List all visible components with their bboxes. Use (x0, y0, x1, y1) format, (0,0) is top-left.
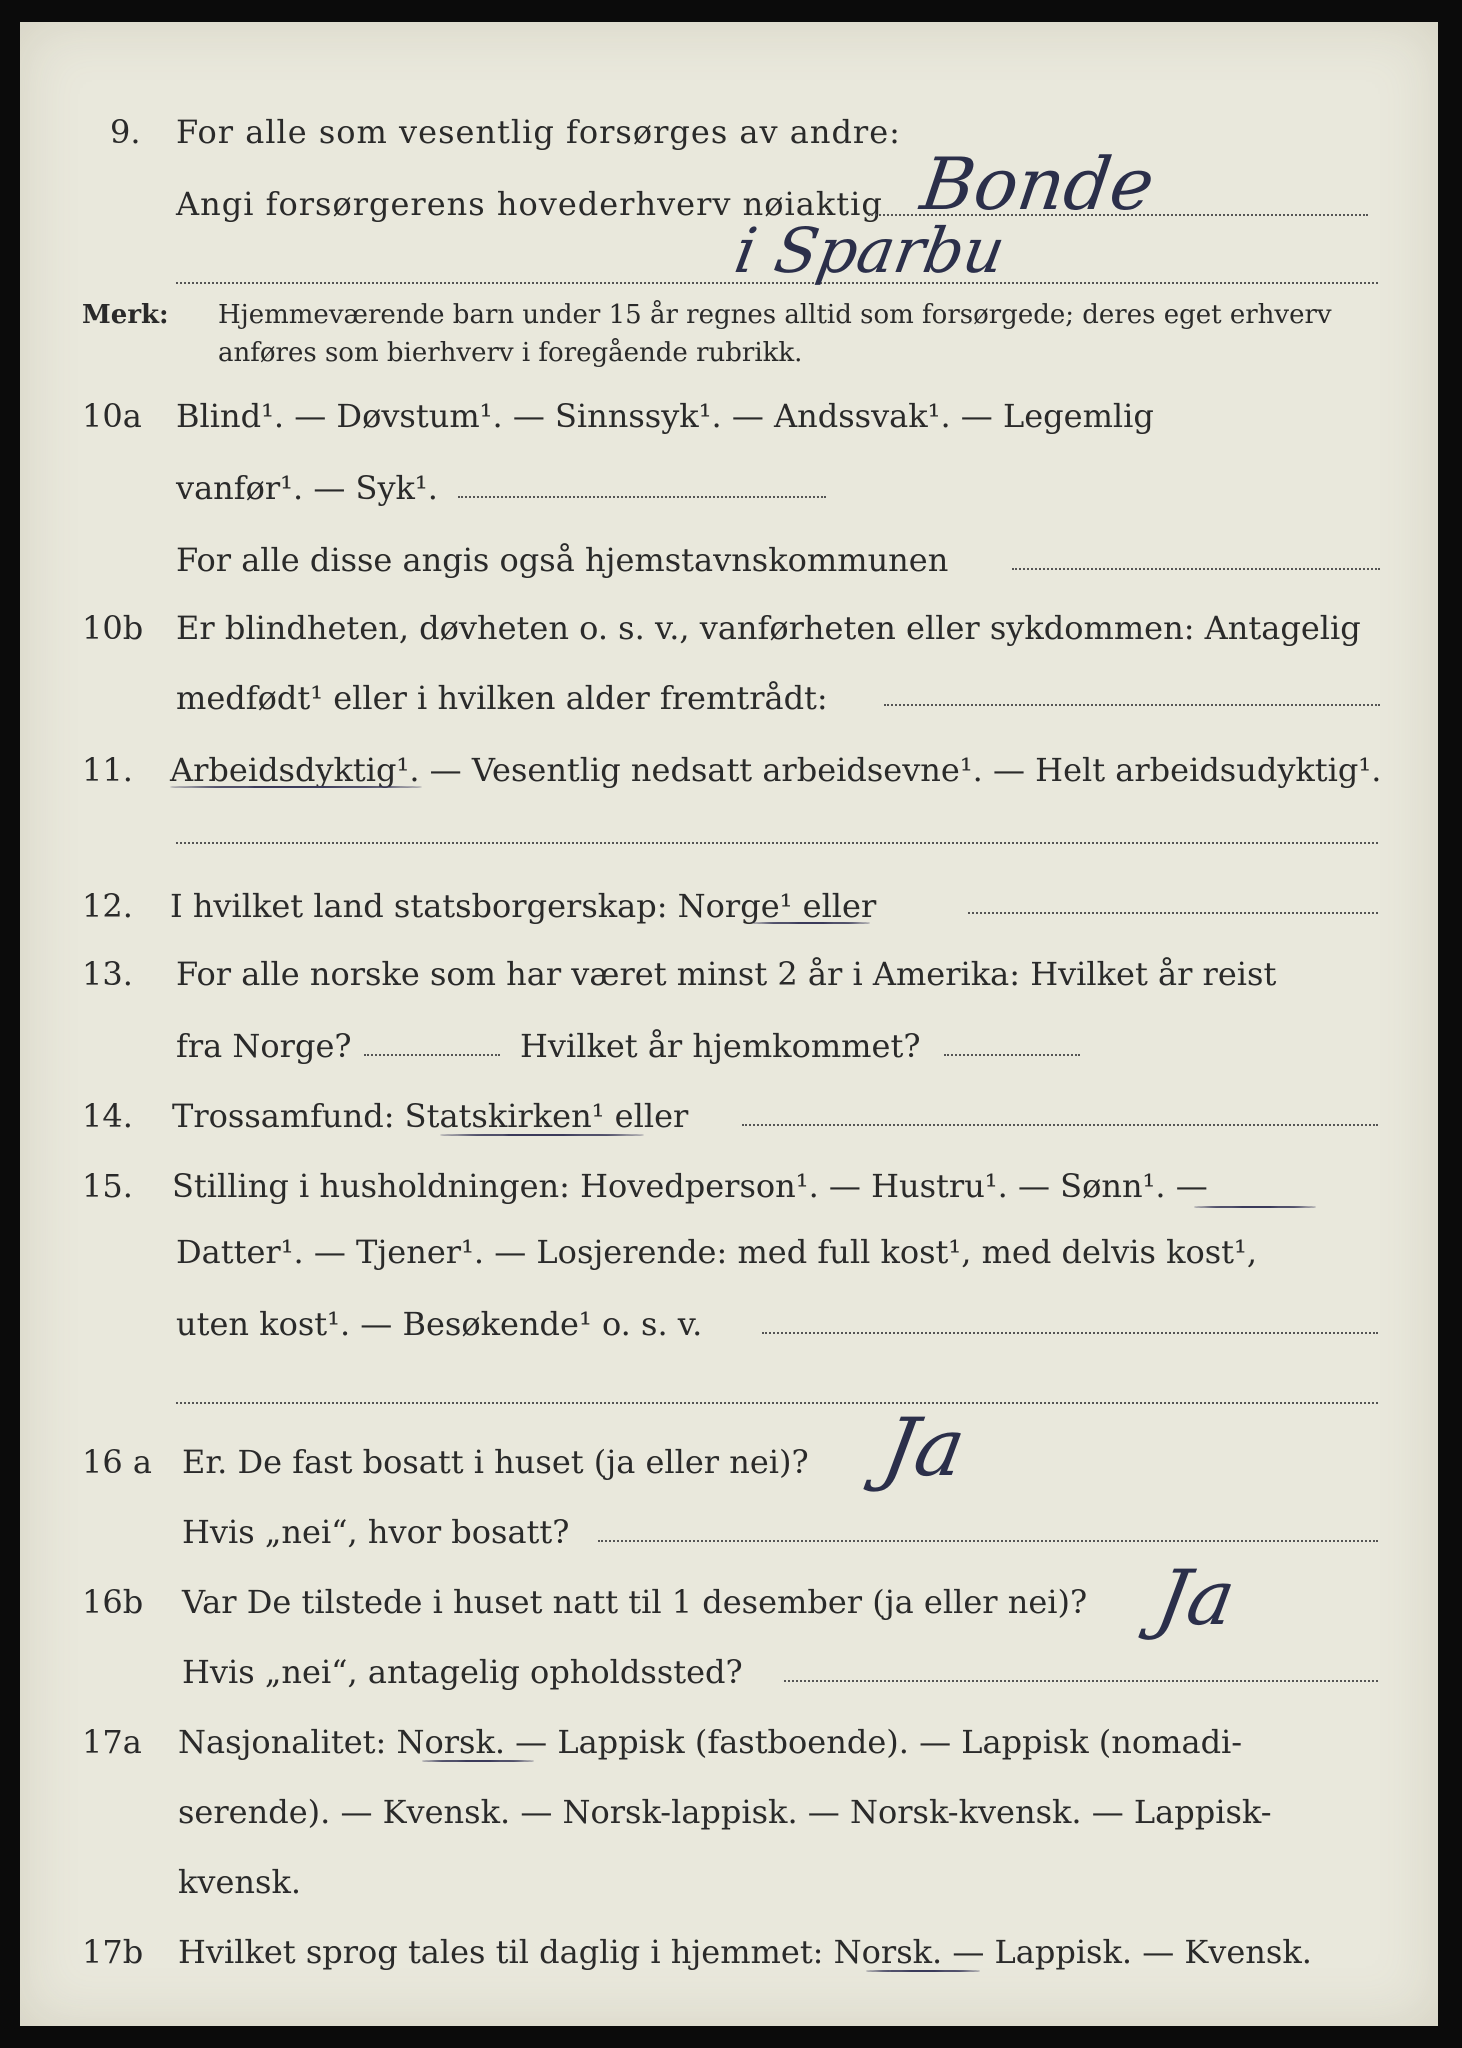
q16a-handwritten-answer: Ja (875, 1401, 973, 1494)
note-line2: anføres som bierhverv i foregående rubrikk. (218, 338, 803, 368)
q10a-line2: vanfør¹. — Syk¹. (176, 469, 438, 507)
q15-marked-underline (1194, 1206, 1316, 1208)
q11-marked-underline (170, 786, 422, 788)
q13-line3: Hvilket år hjemkommet? (520, 1027, 921, 1065)
q16b-line1: Var De tilstede i huset natt til 1 desember (ja eller nei)? (182, 1583, 1088, 1621)
q10a-home-municipality-line[interactable] (1012, 568, 1380, 570)
q10a-line3: For alle disse angis også hjemstavnskommunen (176, 541, 949, 579)
q9-handwritten-place: i Sparbu (729, 214, 1011, 287)
q16b-handwritten-answer: Ja (1150, 1553, 1242, 1642)
q17a-line3: kvensk. (178, 1863, 301, 1901)
q12-number: 12. (82, 887, 133, 925)
note-line1: Hjemmeværende barn under 15 år regnes alltid som forsørgede; deres eget erhverv (218, 300, 1332, 330)
q17a-marked-underline (422, 1760, 534, 1762)
q9-number: 9. (110, 113, 141, 151)
q12-answer-line[interactable] (968, 912, 1378, 914)
q16b-line2: Hvis „nei“, antagelig opholdssted? (182, 1653, 743, 1691)
q15-line2: Datter¹. — Tjener¹. — Losjerende: med full kost¹, med delvis kost¹, (176, 1233, 1258, 1271)
q9-line2: Angi forsørgerens hovederhverv nøiaktig (176, 185, 883, 223)
q12-marked-underline (752, 922, 870, 924)
q16a-number: 16 a (82, 1443, 152, 1481)
note-label: Merk: (82, 300, 169, 330)
q10a-number: 10a (82, 397, 142, 435)
q17a-line1: Nasjonalitet: Norsk. — Lappisk (fastboende). — Lappisk (nomadi- (178, 1723, 1243, 1761)
q17b-marked-underline (866, 1970, 980, 1972)
q14-answer-line[interactable] (742, 1124, 1378, 1126)
q15-number: 15. (82, 1167, 133, 1205)
q13-emigration-year-line[interactable] (364, 1054, 500, 1056)
q17a-line2: serende). — Kvensk. — Norsk-lappisk. — Norsk-kvensk. — Lappisk- (178, 1793, 1272, 1831)
q14-line1: Trossamfund: Statskirken¹ eller (172, 1097, 689, 1135)
q13-return-year-line[interactable] (944, 1054, 1080, 1056)
q13-line2: fra Norge? (176, 1027, 352, 1065)
q16b-whereabouts-line[interactable] (784, 1680, 1378, 1682)
q16a-line2: Hvis „nei“, hvor bosatt? (182, 1513, 570, 1551)
q15-answer-line2[interactable] (176, 1402, 1378, 1404)
q12-line1: I hvilket land statsborgerskap: Norge¹ eller (170, 887, 877, 925)
q10b-line2: medfødt¹ eller i hvilken alder fremtrådt: (176, 679, 828, 717)
q9-line1: For alle som vesentlig forsørges av andre: (176, 113, 901, 151)
q10b-line1: Er blindheten, døvheten o. s. v., vanførheten eller sykdommen: Antagelig (176, 609, 1361, 647)
q10b-number: 10b (82, 609, 144, 647)
q10a-answer-line[interactable] (458, 496, 826, 498)
q15-line1: Stilling i husholdningen: Hovedperson¹. — Hustru¹. — Sønn¹. — (172, 1167, 1208, 1205)
q16a-line1: Er. De fast bosatt i huset (ja eller nei)? (182, 1443, 809, 1481)
q9-handwritten-occupation: Bonde (916, 142, 1160, 226)
q16b-number: 16b (82, 1583, 144, 1621)
q15-line3: uten kost¹. — Besøkende¹ o. s. v. (176, 1305, 703, 1343)
q16a-residence-line[interactable] (598, 1540, 1378, 1542)
q10b-answer-line[interactable] (884, 704, 1380, 706)
q11-answer-line[interactable] (176, 842, 1378, 844)
q11-line1: Arbeidsdyktig¹. — Vesentlig nedsatt arbeidsevne¹. — Helt arbeidsudyktig¹. (170, 751, 1382, 789)
q10a-line1: Blind¹. — Døvstum¹. — Sinnssyk¹. — Andssvak¹. — Legemlig (176, 397, 1154, 435)
q13-line1: For alle norske som har været minst 2 år i Amerika: Hvilket år reist (176, 955, 1277, 993)
q17b-number: 17b (82, 1933, 144, 1971)
q13-number: 13. (82, 955, 133, 993)
q15-answer-line1[interactable] (762, 1332, 1378, 1334)
q17b-line1: Hvilket sprog tales til daglig i hjemmet: Norsk. — Lappisk. — Kvensk. (178, 1933, 1312, 1971)
q14-marked-underline (440, 1134, 644, 1136)
q14-number: 14. (82, 1097, 133, 1135)
q17a-number: 17a (82, 1723, 142, 1761)
q11-number: 11. (82, 751, 133, 789)
